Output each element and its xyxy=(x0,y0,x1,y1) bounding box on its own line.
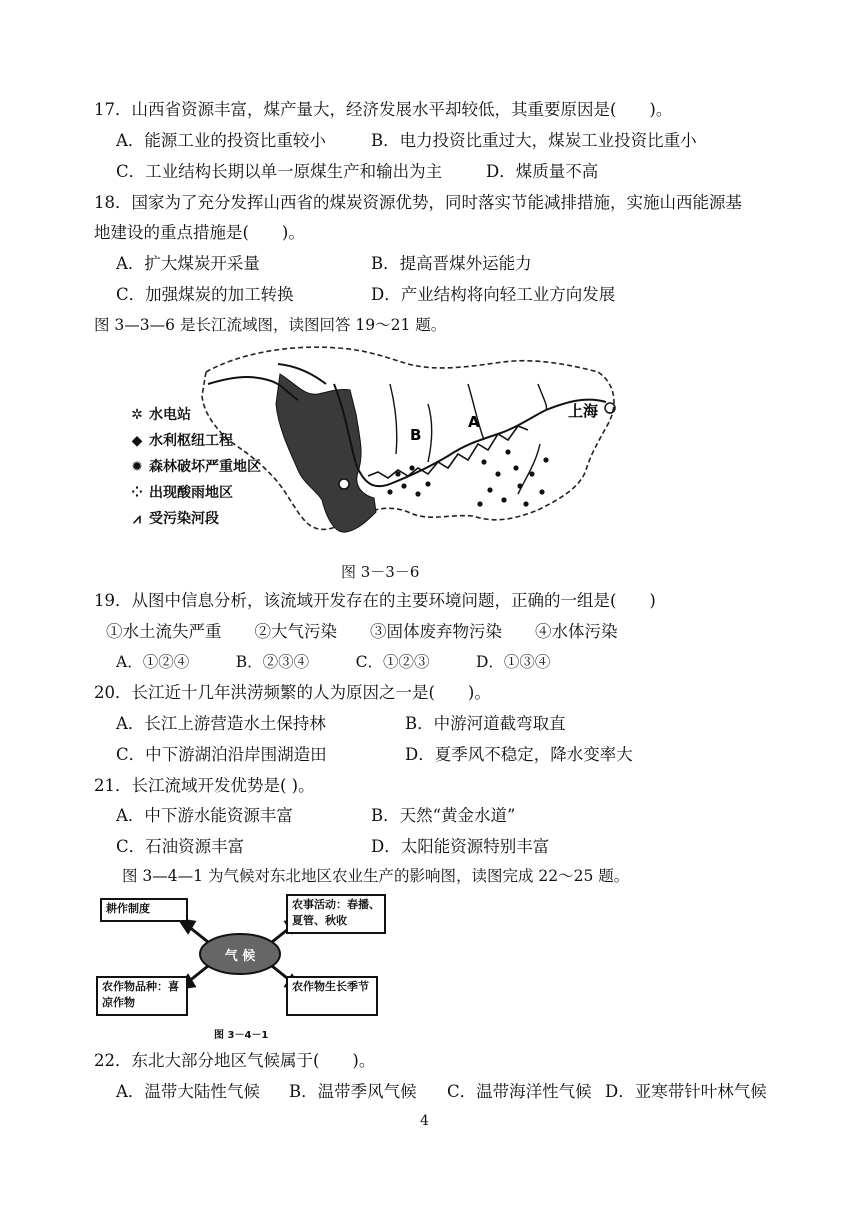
forest-damage-area xyxy=(276,374,376,532)
climate-agriculture-diagram xyxy=(96,892,388,1040)
yangtze-basin-map xyxy=(128,344,623,544)
forest-icon: ✹ xyxy=(131,459,143,475)
q19-choices: A．①②④ B．②③④ C．①②③ D．①③④ xyxy=(116,653,551,671)
legend-hydropower-label: 水电站 xyxy=(149,407,191,423)
map-label-a: A xyxy=(468,413,480,431)
polluted-river-icon: ⩘ xyxy=(133,511,141,527)
basin-boundary xyxy=(202,347,614,529)
legend-acid-rain-label: 出现酸雨地区 xyxy=(149,485,233,501)
legend-hydropower xyxy=(130,404,191,424)
map-intro: 图 3—3—6 是长江流域图，读图回答 19～21 题。 xyxy=(94,316,447,334)
q17-stem: 17．山西省资源丰富，煤产量大，经济发展水平却较低，其重要原因是( )。 xyxy=(94,100,673,119)
q18-option-c: C．加强煤炭的加工转换 xyxy=(116,285,294,304)
q22-stem: 22．东北大部分地区气候属于( )。 xyxy=(94,1051,376,1070)
q22-option-c: C．温带海洋性气候 xyxy=(447,1082,592,1101)
farm-activities-box: 农事活动：春播、夏管、秋收 xyxy=(286,894,386,934)
legend-forest xyxy=(130,456,261,476)
legend-water-project xyxy=(130,430,233,450)
farming-system-box: 耕作制度 xyxy=(100,898,188,922)
growing-season-box: 农作物生长季节 xyxy=(286,976,378,1016)
climate-label: 气 候 xyxy=(224,949,256,964)
q17-option-a: A．能源工业的投资比重较小 xyxy=(116,131,326,150)
q22-option-b: B．温带季风气候 xyxy=(289,1082,417,1101)
q21-option-d: D．太阳能资源特别丰富 xyxy=(371,837,550,856)
q18-option-d: D．产业结构将向轻工业方向发展 xyxy=(371,285,616,304)
map-label-shanghai: 上海 xyxy=(568,402,599,420)
q18-option-a: A．扩大煤炭开采量 xyxy=(116,254,260,273)
q20-option-d: D．夏季风不稳定，降水变率大 xyxy=(405,745,633,764)
hydropower-station-marker xyxy=(339,479,349,489)
q17-option-b: B．电力投资比重过大，煤炭工业投资比重小 xyxy=(371,131,697,150)
q20-option-b: B．中游河道截弯取直 xyxy=(405,714,566,733)
q22-option-d: D．亚寒带针叶林气候 xyxy=(605,1082,767,1101)
legend-polluted-river xyxy=(130,508,219,528)
q17-option-d: D．煤质量不高 xyxy=(486,162,599,181)
map-label-b: B xyxy=(410,426,422,444)
legend-acid-rain xyxy=(130,482,233,502)
q18-option-b: B．提高晋煤外运能力 xyxy=(371,254,532,273)
polluted-river-segment xyxy=(368,426,528,478)
q18-stem-line2: 地建设的重点措施是( )。 xyxy=(94,223,305,242)
yangtze-river xyxy=(208,364,606,486)
page-number: 4 xyxy=(420,1113,429,1129)
diagram-caption: 图 3－4－1 xyxy=(214,1030,269,1041)
sun-icon: ✲ xyxy=(131,407,143,423)
q21-option-c: C．石油资源丰富 xyxy=(116,837,245,856)
map-caption: 图 3－3－6 xyxy=(341,563,420,581)
q22-option-a: A．温带大陆性气候 xyxy=(116,1082,260,1101)
diagram-intro: 图 3—4—1 为气候对东北地区农业生产的影响图，读图完成 22～25 题。 xyxy=(122,867,630,885)
q20-option-a: A．长江上游营造水土保持林 xyxy=(116,714,326,733)
q18-stem-line1: 18．国家为了充分发挥山西省的煤炭资源优势，同时落实节能减排措施，实施山西能源基 xyxy=(94,193,742,212)
legend-polluted-river-label: 受污染河段 xyxy=(149,511,219,527)
dam-icon: ◆ xyxy=(131,433,143,449)
legend-forest-label: 森林破坏严重地区 xyxy=(149,459,261,475)
q17-option-c: C．工业结构长期以单一原煤生产和输出为主 xyxy=(116,162,443,181)
q21-option-b: B．天然“黄金水道” xyxy=(371,806,516,825)
q19-statements: ①水土流失严重 ②大气污染 ③固体废弃物污染 ④水体污染 xyxy=(106,622,618,641)
crop-varieties-box: 农作物品种：喜凉作物 xyxy=(96,976,188,1016)
acid-rain-icon: ⁘ xyxy=(131,485,143,501)
q21-stem: 21．长江流域开发优势是( )。 xyxy=(94,776,315,795)
acid-rain-dots xyxy=(387,449,548,506)
q21-option-a: A．中下游水能资源丰富 xyxy=(116,806,293,825)
legend-water-project-label: 水利枢纽工程 xyxy=(149,433,233,449)
q19-stem: 19．从图中信息分析，该流域开发存在的主要环境问题，正确的一组是( ) xyxy=(94,591,656,610)
q20-stem: 20．长江近十几年洪涝频繁的人为原因之一是( )。 xyxy=(94,683,491,702)
q20-option-c: C．中下游湖泊沿岸围湖造田 xyxy=(116,745,327,764)
